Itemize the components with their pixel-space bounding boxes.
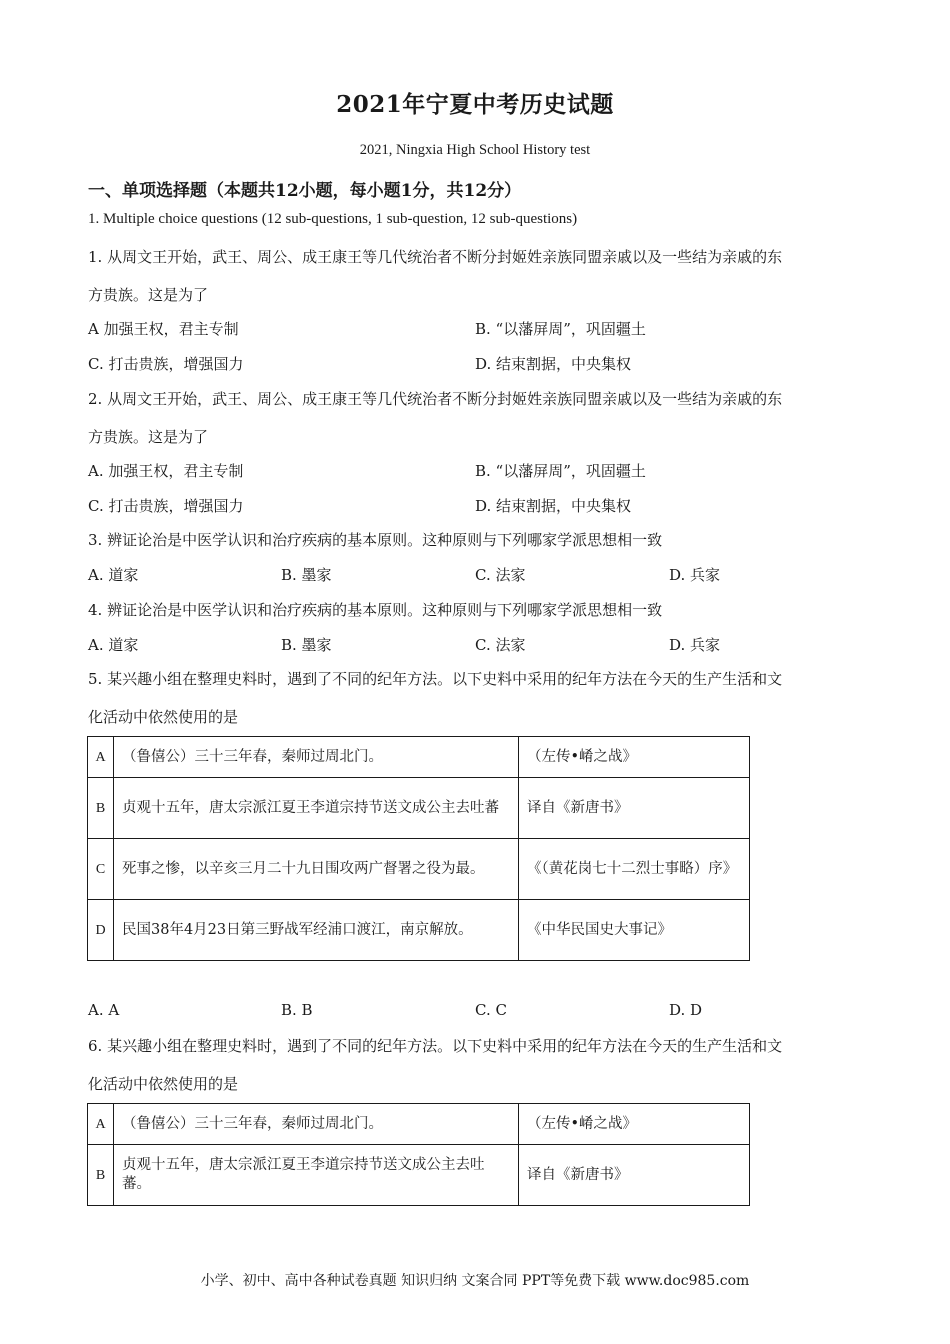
table-row xyxy=(88,900,750,961)
q1-option-c: C. 打击贵族，增强国力 xyxy=(88,355,244,373)
q2-stem-line2: 方贵族。这是为了 xyxy=(88,428,209,446)
section-heading: 一、单项选择题（本题共12小题，每小题1分，共12分） xyxy=(88,181,522,201)
table-row xyxy=(88,737,750,778)
q3-option-d: D. 兵家 xyxy=(669,566,721,584)
q5-option-c: C. C xyxy=(475,1001,507,1019)
q4-option-c: C. 法家 xyxy=(475,636,526,654)
source-reference: 《（黄花岗七十二烈士事略）序》 xyxy=(519,839,750,900)
q6-stem-line2: 化活动中依然使用的是 xyxy=(88,1075,239,1093)
q3-option-c: C. 法家 xyxy=(475,566,526,584)
row-label: D xyxy=(88,900,114,961)
table-row xyxy=(88,778,750,839)
row-label: A xyxy=(88,1104,114,1145)
q2-option-a: A. 加强王权，君主专制 xyxy=(88,462,244,480)
q4-option-d: D. 兵家 xyxy=(669,636,721,654)
q4-option-b: B. 墨家 xyxy=(281,636,332,654)
q2-option-b: B. “以藩屏周”，巩固疆土 xyxy=(475,462,646,480)
q3-option-b: B. 墨家 xyxy=(281,566,332,584)
row-label: B xyxy=(88,778,114,839)
q3-stem: 3. 辨证论治是中医学认识和治疗疾病的基本原则。这种原则与下列哪家学派思想相一致 xyxy=(88,531,663,549)
source-reference: 译自《新唐书》 xyxy=(519,1145,750,1206)
source-text: （鲁僖公）三十三年春，秦师过周北门。 xyxy=(114,737,519,778)
q3-option-a: A. 道家 xyxy=(88,566,139,584)
q5-stem-line2: 化活动中依然使用的是 xyxy=(88,708,239,726)
q1-option-a: A 加强王权，君主专制 xyxy=(88,320,239,338)
q6-source-table xyxy=(87,1103,750,1206)
source-reference: 译自《新唐书》 xyxy=(519,778,750,839)
row-label: B xyxy=(88,1145,114,1206)
q6-stem-line1: 6. 某兴趣小组在整理史料时，遇到了不同的纪年方法。以下史料中采用的纪年方法在今天的生产生活和文 xyxy=(88,1037,783,1055)
table-row xyxy=(88,1145,750,1206)
source-text: 民国38年4月23日第三野战军经浦口渡江，南京解放。 xyxy=(114,900,519,961)
q1-option-d: D. 结束割据，中央集权 xyxy=(475,355,632,373)
row-label: A xyxy=(88,737,114,778)
page-title: 2021年宁夏中考历史试题 xyxy=(336,91,614,118)
q1-option-b: B. “以藩屏周”，巩固疆土 xyxy=(475,320,646,338)
q2-option-d: D. 结束割据，中央集权 xyxy=(475,497,632,515)
q4-stem: 4. 辨证论治是中医学认识和治疗疾病的基本原则。这种原则与下列哪家学派思想相一致 xyxy=(88,601,663,619)
q5-stem-line1: 5. 某兴趣小组在整理史料时，遇到了不同的纪年方法。以下史料中采用的纪年方法在今天的生产生活和文 xyxy=(88,670,783,688)
source-reference: （左传•崤之战》 xyxy=(519,737,750,778)
q5-source-table xyxy=(87,736,750,961)
q5-option-d: D. D xyxy=(669,1001,703,1019)
page-subtitle: 2021, Ningxia High School History test xyxy=(359,142,591,158)
source-text: （鲁僖公）三十三年春，秦师过周北门。 xyxy=(114,1104,519,1145)
q2-option-c: C. 打击贵族，增强国力 xyxy=(88,497,244,515)
source-reference: （左传•崤之战》 xyxy=(519,1104,750,1145)
q4-option-a: A. 道家 xyxy=(88,636,139,654)
q5-option-a: A. A xyxy=(88,1001,120,1019)
table-row xyxy=(88,1104,750,1145)
row-label: C xyxy=(88,839,114,900)
source-text: 死事之惨，以辛亥三月二十九日围攻两广督署之役为最。 xyxy=(114,839,519,900)
source-reference: 《中华民国史大事记》 xyxy=(519,900,750,961)
source-text: 贞观十五年，唐太宗派江夏王李道宗持节送文成公主去吐蕃 xyxy=(114,778,519,839)
page-footer: 小学、初中、高中各种试卷真题 知识归纳 文案合同 PPT等免费下载 www.doc985.com xyxy=(200,1273,750,1289)
section-note: 1. Multiple choice questions (12 sub-questions, 1 sub-question, 12 sub-questions) xyxy=(88,211,578,227)
q2-stem-line1: 2. 从周文王开始，武王、周公、成王康王等几代统治者不断分封姬姓亲族同盟亲戚以及一些结为亲戚的东 xyxy=(88,390,783,408)
q1-stem-line1: 1. 从周文王开始，武王、周公、成王康王等几代统治者不断分封姬姓亲族同盟亲戚以及一些结为亲戚的东 xyxy=(88,248,783,266)
q1-stem-line2: 方贵族。这是为了 xyxy=(88,286,209,304)
q5-option-b: B. B xyxy=(281,1001,313,1019)
table-row xyxy=(88,839,750,900)
source-text: 贞观十五年，唐太宗派江夏王李道宗持节送文成公主去吐蕃。 xyxy=(114,1145,519,1206)
